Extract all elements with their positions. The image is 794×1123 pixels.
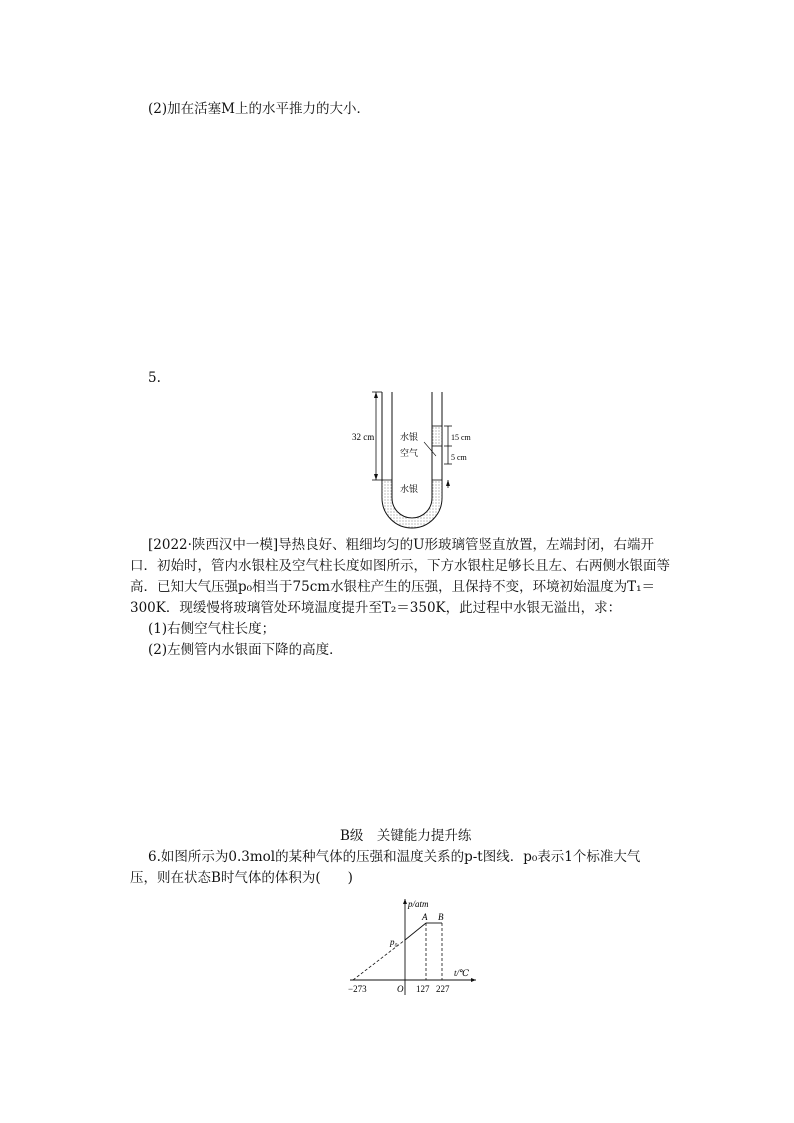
- label-air: 空气: [400, 449, 419, 459]
- line-p0-to-A: [405, 923, 426, 940]
- q5-number: 5.: [148, 370, 161, 386]
- mercury-right-column: [432, 426, 442, 446]
- p0-label: p₀: [390, 937, 398, 947]
- label-15cm: 15 cm: [451, 433, 471, 442]
- q5-stem-line-3: 高．已知大气压强p₀相当于75cm水银柱产生的压强，且保持不变，环境初始温度为T₁＝: [130, 579, 656, 595]
- point-B-label: B: [438, 912, 444, 922]
- label-mercury-top: 水银: [400, 433, 419, 443]
- tick-227: 227: [436, 984, 450, 994]
- label-32cm: 32 cm: [352, 432, 375, 442]
- origin-label: O: [397, 984, 404, 994]
- section-title: B级 关键能力提升练: [340, 828, 472, 844]
- y-axis-label: p/atm: [408, 899, 429, 909]
- q5-stem-line-2: 口．初始时，管内水银柱及空气柱长度如图所示，下方水银柱足够长且左、右两侧水银面等: [130, 558, 670, 574]
- q5-stem-line-1: [2022·陕西汉中一模]导热良好、粗细均匀的U形玻璃管竖直放置，左端封闭，右端开: [148, 537, 655, 553]
- q5-stem-line-4: 300K．现缓慢将玻璃管处环境温度提升至T₂＝350K，此过程中水银无溢出，求：: [130, 600, 622, 616]
- q5-sub2: (2)左侧管内水银面下降的高度．: [148, 642, 343, 658]
- tick-neg-273: −273: [348, 984, 367, 994]
- q4-part2-text: (2)加在活塞M上的水平推力的大小．: [148, 101, 370, 117]
- tick-127: 127: [416, 984, 430, 994]
- label-5cm: 5 cm: [451, 453, 467, 462]
- q6-line-1: 6.如图所示为0.3mol的某种气体的压强和温度关系的p-t图线．p₀表示1个标准大气: [148, 849, 641, 865]
- point-A-label: A: [422, 912, 428, 922]
- u-tube-figure: [348, 388, 471, 528]
- q5-sub1: (1)右侧空气柱长度；: [148, 621, 276, 637]
- label-mercury-bottom: 水银: [400, 485, 419, 495]
- p-t-graph: [346, 895, 486, 1000]
- x-axis-label: t/℃: [454, 968, 470, 978]
- q6-line-2: 压，则在状态B时气体的体积为( ): [130, 870, 353, 886]
